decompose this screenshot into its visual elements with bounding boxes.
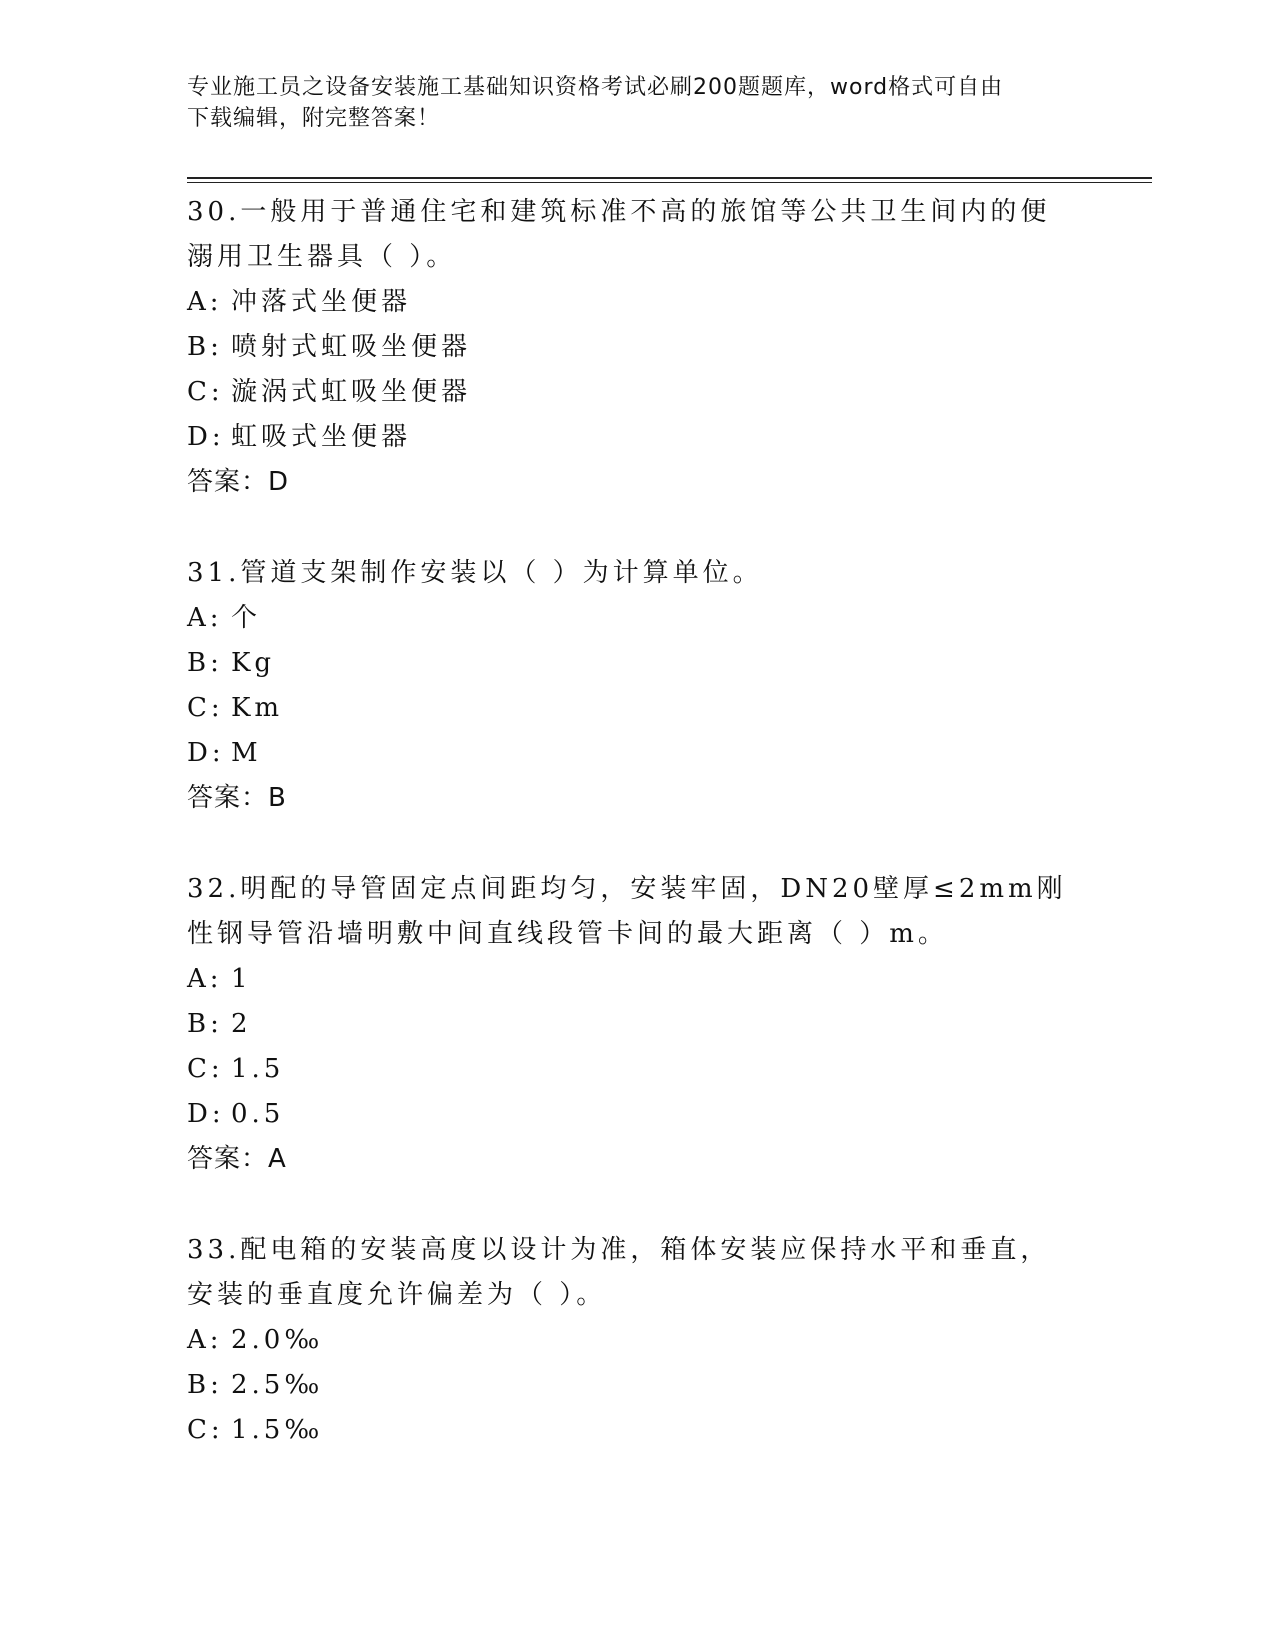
option-key: A: (187, 964, 223, 994)
option-key: D: (187, 738, 225, 768)
option-key: B: (187, 332, 223, 362)
option-key: D: (187, 1099, 225, 1129)
option-key: B: (187, 1009, 223, 1039)
question-33 (187, 1228, 1087, 1453)
option-key: B: (187, 648, 223, 678)
option-value: 虹吸式坐便器 (231, 422, 412, 452)
option-d (187, 731, 1087, 776)
answer: 答案：A (187, 1144, 287, 1174)
option-key: B: (187, 1370, 223, 1400)
option-key: C: (187, 377, 224, 407)
option-a (187, 280, 1087, 325)
option-b (187, 1002, 1087, 1047)
option-key: C: (187, 1415, 224, 1445)
option-a (187, 1318, 1087, 1363)
option-value: 0.5 (231, 1099, 285, 1129)
header-divider-thin (187, 182, 1152, 183)
option-value: 漩涡式虹吸坐便器 (231, 377, 472, 407)
option-d (187, 1092, 1087, 1137)
option-value: M (231, 738, 262, 768)
option-value: 冲落式坐便器 (231, 287, 412, 317)
option-a (187, 596, 1087, 641)
question-text: 32.明配的导管固定点间距均匀，安装牢固，DN20壁厚≤2mm刚性钢导管沿墙明敷中间直线段管卡间的最大距离（ ）m。 (187, 874, 1067, 949)
option-b (187, 641, 1087, 686)
option-value: 个 (231, 603, 262, 633)
header-line-2: 下载编辑，附完整答案！ (187, 106, 441, 131)
option-key: C: (187, 1054, 224, 1084)
question-text: 30.一般用于普通住宅和建筑标准不高的旅馆等公共卫生间内的便溺用卫生器具（ ）。 (187, 197, 1051, 272)
question-31 (187, 551, 1087, 821)
header-line-1: 专业施工员之设备安装施工基础知识资格考试必刷200题题库，word格式可自由 (187, 75, 1004, 100)
question-text: 33.配电箱的安装高度以设计为准，箱体安装应保持水平和垂直，安装的垂直度允许偏差为（ ）。 (187, 1235, 1051, 1310)
option-value: 1.5 (231, 1054, 285, 1084)
header-divider-thick (187, 177, 1152, 179)
option-value: 1.5‰ (231, 1415, 324, 1445)
option-d (187, 415, 1087, 460)
question-list (187, 190, 1087, 1499)
option-a (187, 957, 1087, 1002)
option-key: A: (187, 603, 223, 633)
answer: 答案：D (187, 467, 290, 497)
option-value: Km (231, 693, 284, 723)
question-30 (187, 190, 1087, 505)
answer: 答案：B (187, 783, 287, 813)
option-key: A: (187, 287, 223, 317)
option-c (187, 1047, 1087, 1092)
option-b (187, 1363, 1087, 1408)
option-value: Kg (231, 648, 276, 678)
option-value: 1 (231, 964, 252, 994)
option-c (187, 1408, 1087, 1453)
document-header (187, 72, 1067, 134)
option-value: 2.5‰ (231, 1370, 324, 1400)
option-b (187, 325, 1087, 370)
question-text: 31.管道支架制作安装以（ ）为计算单位。 (187, 558, 763, 588)
option-key: D: (187, 422, 225, 452)
option-value: 2 (231, 1009, 252, 1039)
option-value: 2.0‰ (231, 1325, 324, 1355)
option-c (187, 686, 1087, 731)
option-key: A: (187, 1325, 223, 1355)
option-c (187, 370, 1087, 415)
option-value: 喷射式虹吸坐便器 (231, 332, 472, 362)
option-key: C: (187, 693, 224, 723)
question-32 (187, 867, 1087, 1182)
